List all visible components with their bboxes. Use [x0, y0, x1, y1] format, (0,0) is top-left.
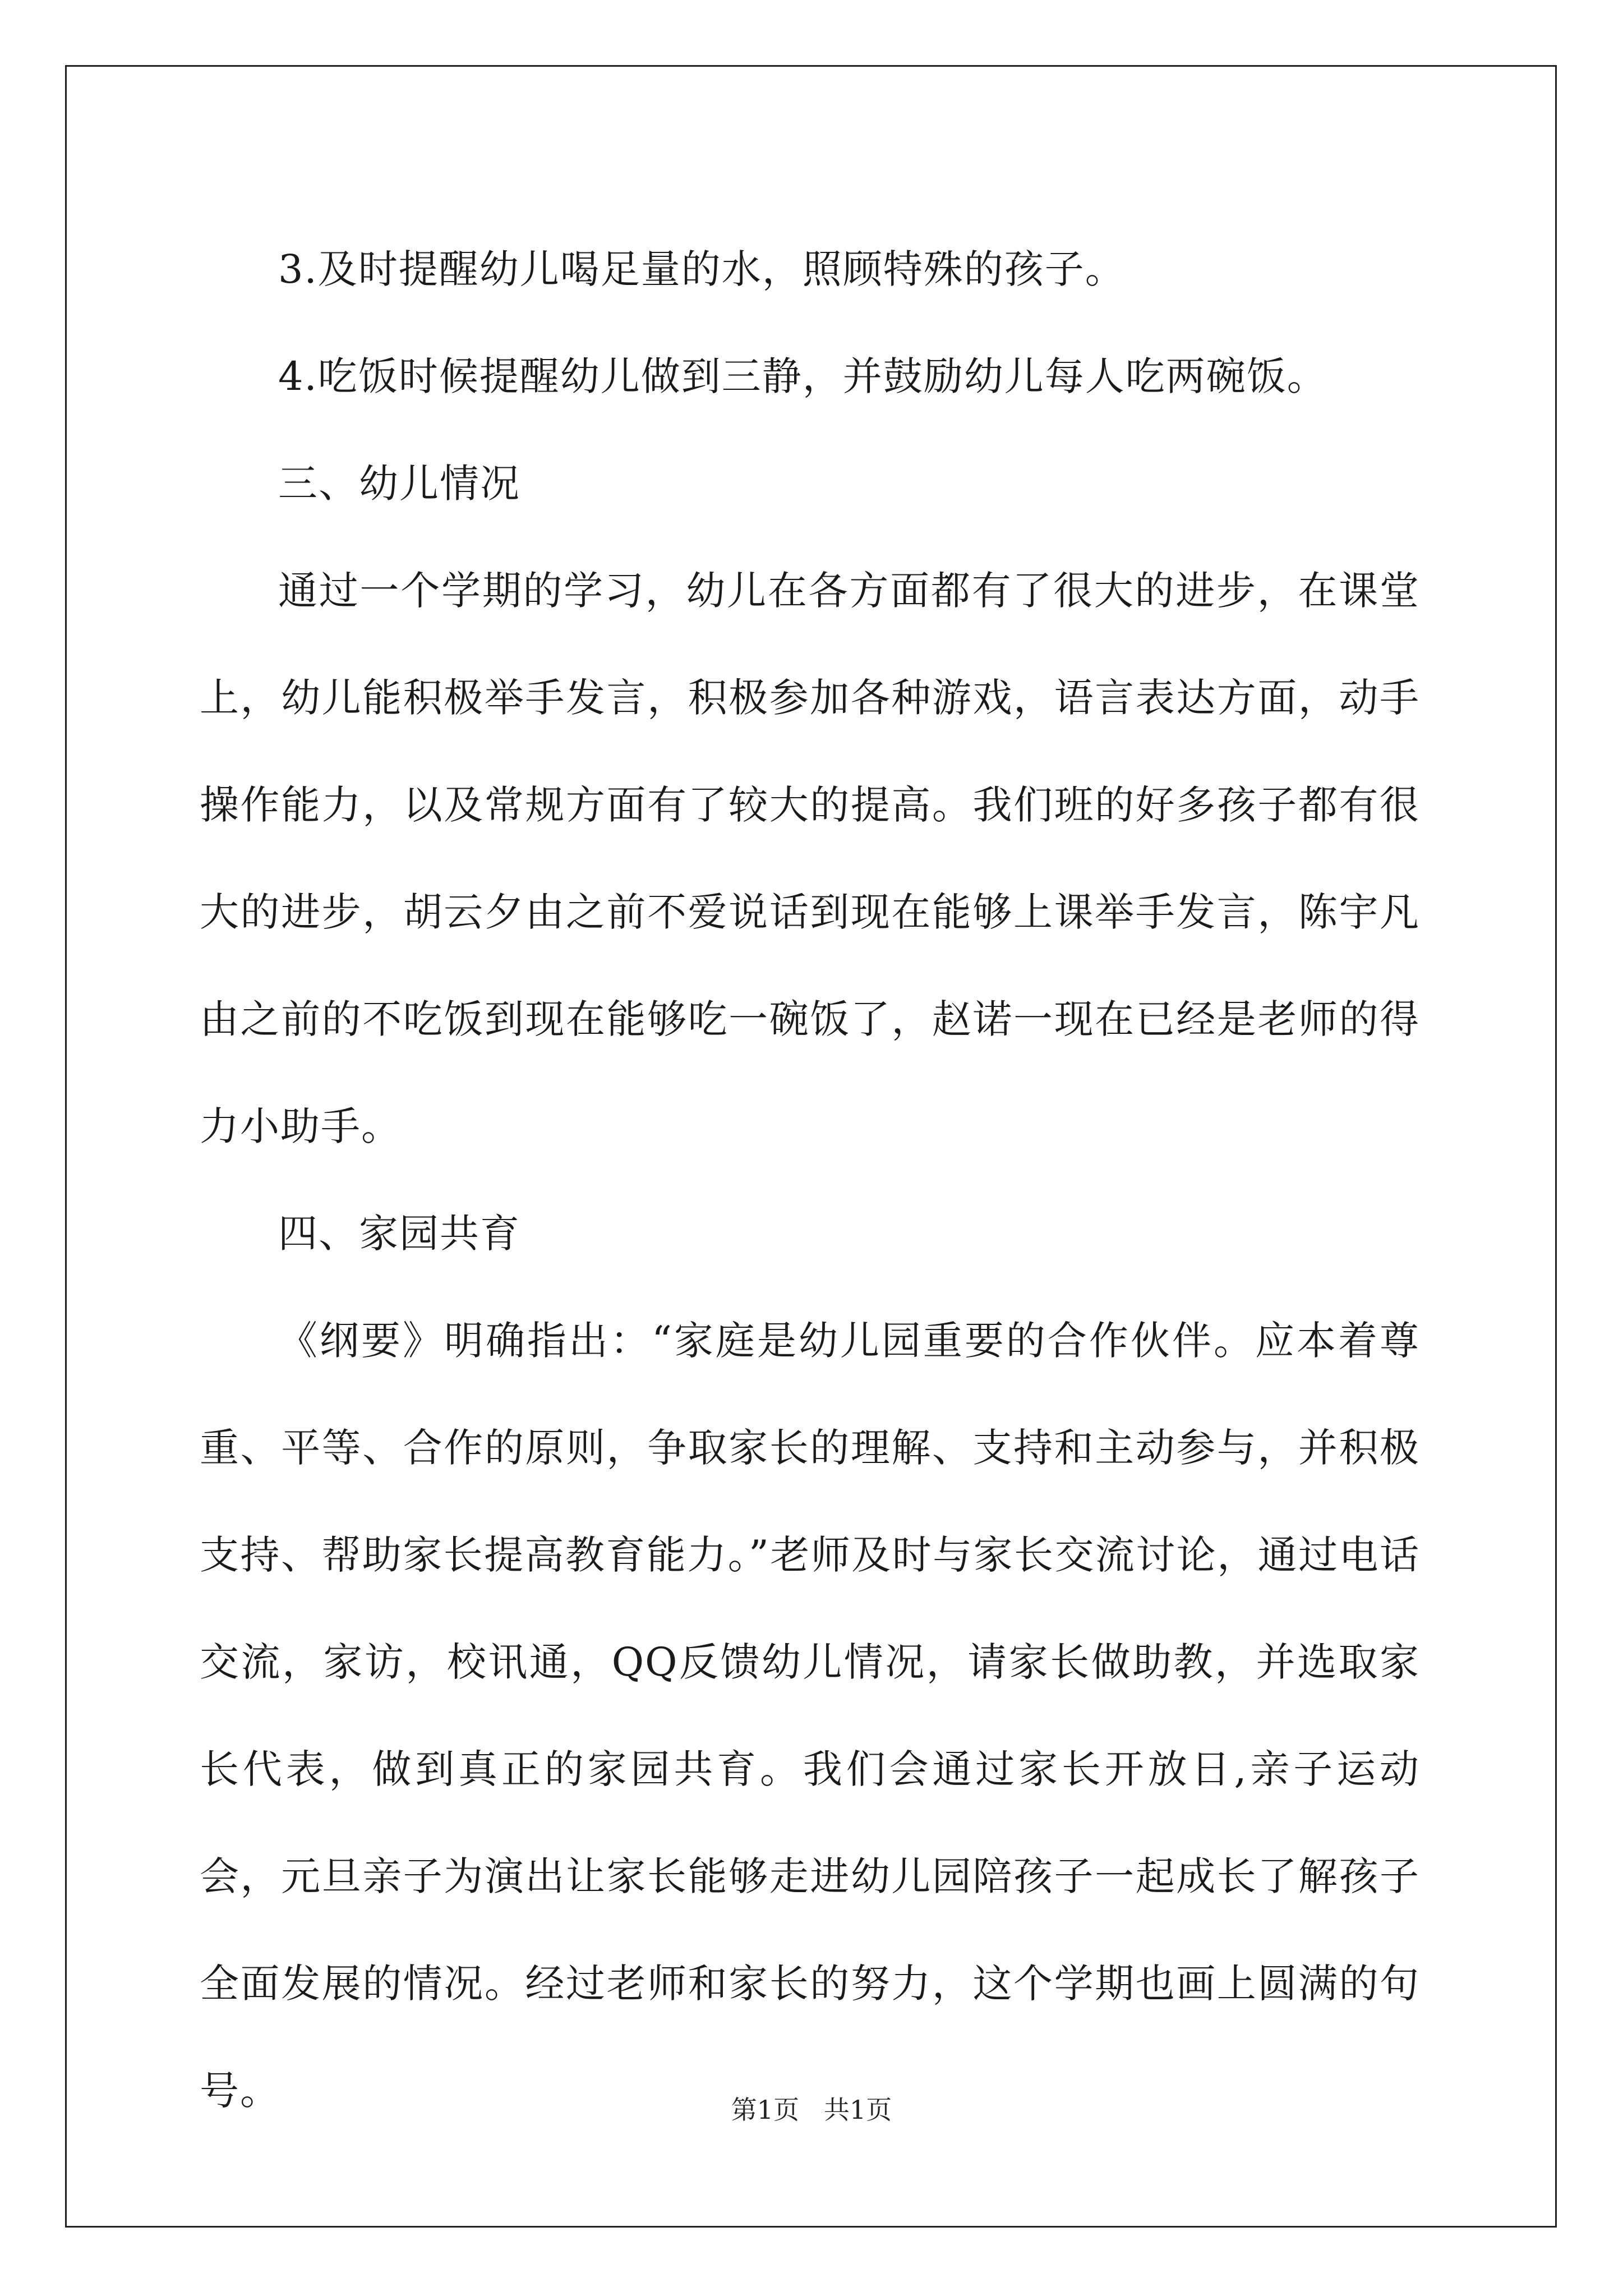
- paragraph-home-school: 《纲要》明确指出：“家庭是幼儿园重要的合作伙伴。应本着尊重、平等、合作的原则，争取家长的理解、支持和主动参与，并积极支持、帮助家长提高教育能力。”老师及时与家长交流讨论，通过电话交流，家访，校讯通，QQ反馈幼儿情况，请家长做助教，并选取家长代表，做到真正的家园共育。我们会通过家长开放日,亲子运动会，元旦亲子为演出让家长能够走进幼儿园陪孩子一起成长了解孩子全面发展的情况。经过老师和家长的努力，这个学期也画上圆满的句号。: [200, 1318, 1420, 2114]
- section-heading-home-school: 四、家园共育: [278, 1211, 520, 1257]
- section-heading-children-status: 三、幼儿情况: [278, 461, 520, 507]
- paragraph-item-4: 4.吃饭时候提醒幼儿做到三静，并鼓励幼儿每人吃两碗饭。: [278, 353, 1327, 399]
- paragraph-children-status: 通过一个学期的学习，幼儿在各方面都有了很大的进步，在课堂上，幼儿能积极举手发言，积极参加各种游戏，语言表达方面，动手操作能力，以及常规方面有了较大的提高。我们班的好多孩子都有很大的进步，胡云夕由之前不爱说话到现在能够上课举手发言，陈宇凡由之前的不吃饭到现在能够吃一碗饭了，赵诺一现在已经是老师的得力小助手。: [200, 568, 1420, 1149]
- paragraph-item-3: 3.及时提醒幼儿喝足量的水，照顾特殊的孩子。: [278, 246, 1126, 292]
- page-number-footer: 第1页 共1页: [731, 2095, 892, 2125]
- document-body: [200, 216, 1420, 2145]
